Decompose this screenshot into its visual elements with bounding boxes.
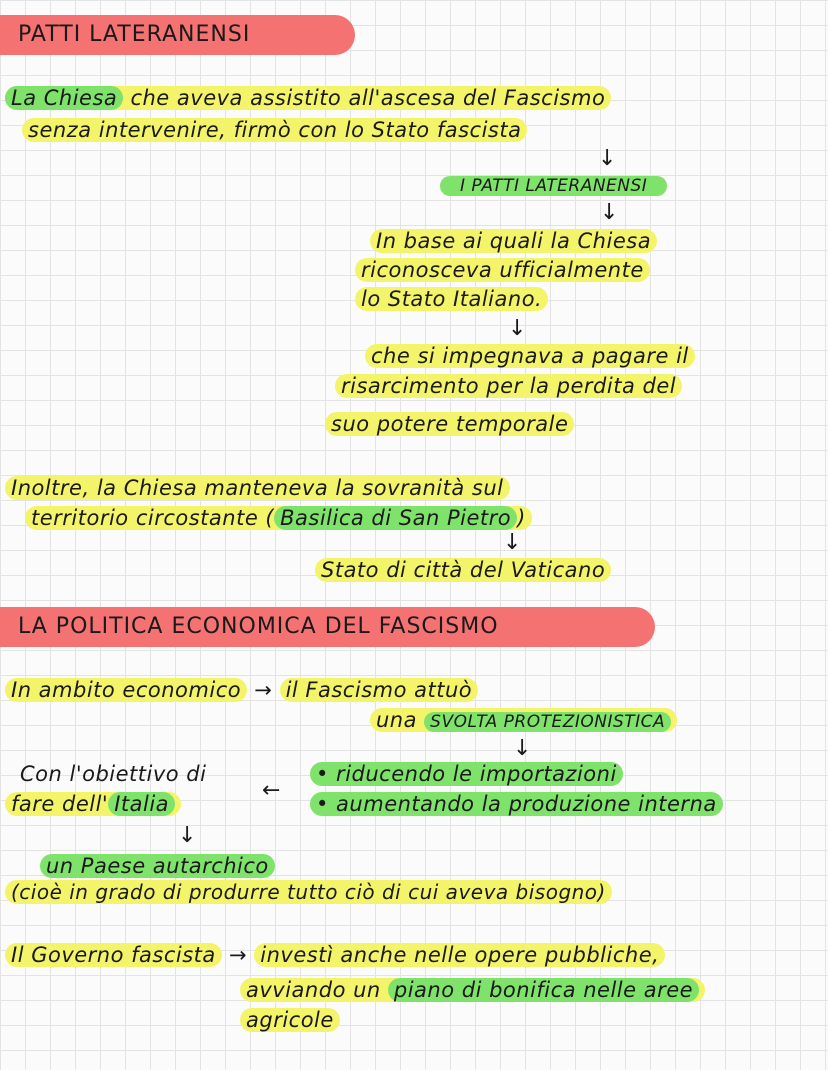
down-arrow-icon: ↓ [508, 316, 527, 341]
text-line [325, 410, 574, 438]
text-line [240, 1006, 340, 1034]
highlight-green: un Paese autarchico [40, 854, 275, 878]
highlight [5, 792, 181, 816]
right-arrow-icon: → [228, 943, 248, 967]
highlight-green: Italia [108, 792, 175, 816]
text: avviando un [246, 978, 388, 1002]
highlight [5, 86, 611, 110]
highlight: investì anche nelle opere pubbliche, [254, 943, 665, 967]
text-line [5, 676, 478, 704]
text-line [365, 342, 695, 370]
highlight-green: piano di bonifica nelle aree [388, 978, 699, 1002]
text-line [5, 941, 665, 969]
highlight: risarcimento per la perdita del [335, 374, 682, 398]
text: che aveva assistito all'ascesa del Fascismo [123, 86, 606, 110]
highlight [370, 708, 677, 732]
text-line [25, 504, 532, 532]
highlight: (cioè in grado di produrre tutto ciò di cui aveva bisogno) [5, 880, 612, 904]
highlight: In ambito economico [5, 678, 247, 702]
right-arrow-icon: → [254, 678, 273, 702]
text-line [5, 790, 181, 818]
highlight-green: I PATTI LATERANENSI [440, 176, 667, 196]
down-arrow-icon: ↓ [503, 530, 522, 555]
text-line [335, 372, 682, 400]
text-line [370, 706, 677, 736]
highlight-green: SVOLTA PROTEZIONISTICA [424, 712, 671, 732]
text-line [370, 227, 657, 255]
down-arrow-icon: ↓ [178, 823, 197, 848]
highlight: lo Stato Italiano. [355, 287, 548, 311]
text-line [5, 474, 510, 502]
highlight: agricole [240, 1008, 340, 1032]
highlight: che si impegnava a pagare il [365, 344, 695, 368]
text: una [376, 708, 425, 732]
bullet-item [310, 790, 723, 818]
text-line [5, 878, 612, 906]
highlight: In base ai quali la Chiesa [370, 229, 657, 253]
highlight: Inoltre, la Chiesa manteneva la sovranità sul [5, 476, 510, 500]
highlight: Il Governo fascista [5, 943, 222, 967]
section-title-politica: LA POLITICA ECONOMICA DEL FASCISMO [0, 607, 655, 647]
highlight [240, 978, 705, 1002]
highlight-green: Basilica di San Pietro [274, 506, 517, 530]
text-line: Con l'obiettivo di [20, 762, 207, 786]
text-line [355, 285, 548, 313]
left-arrow-icon: ← [262, 778, 281, 803]
text-line [5, 84, 611, 112]
down-arrow-icon: ↓ [513, 736, 532, 761]
text: territorio circostante ( [31, 506, 275, 530]
highlight: il Fascismo attuò [280, 678, 479, 702]
text-line [22, 116, 527, 144]
highlight: senza intervenire, firmò con lo Stato fascista [22, 118, 527, 142]
section-title-patti: PATTI LATERANENSI [0, 15, 355, 55]
text-line [355, 256, 650, 284]
patti-label [440, 172, 667, 200]
highlight-green: • riducendo le importazioni [310, 762, 623, 786]
text-line [315, 556, 611, 584]
text: ) [517, 506, 526, 530]
text-line [40, 852, 275, 880]
down-arrow-icon: ↓ [600, 200, 619, 225]
bullet-item [310, 760, 623, 788]
text-line [240, 976, 705, 1004]
highlight-green: La Chiesa [5, 86, 123, 110]
highlight: riconosceva ufficialmente [355, 258, 650, 282]
highlight: Stato di città del Vaticano [315, 558, 611, 582]
highlight [25, 506, 532, 530]
highlight: suo potere temporale [325, 412, 574, 436]
text: fare dell' [11, 792, 109, 816]
highlight-green: • aumentando la produzione interna [310, 792, 723, 816]
down-arrow-icon: ↓ [598, 146, 617, 171]
